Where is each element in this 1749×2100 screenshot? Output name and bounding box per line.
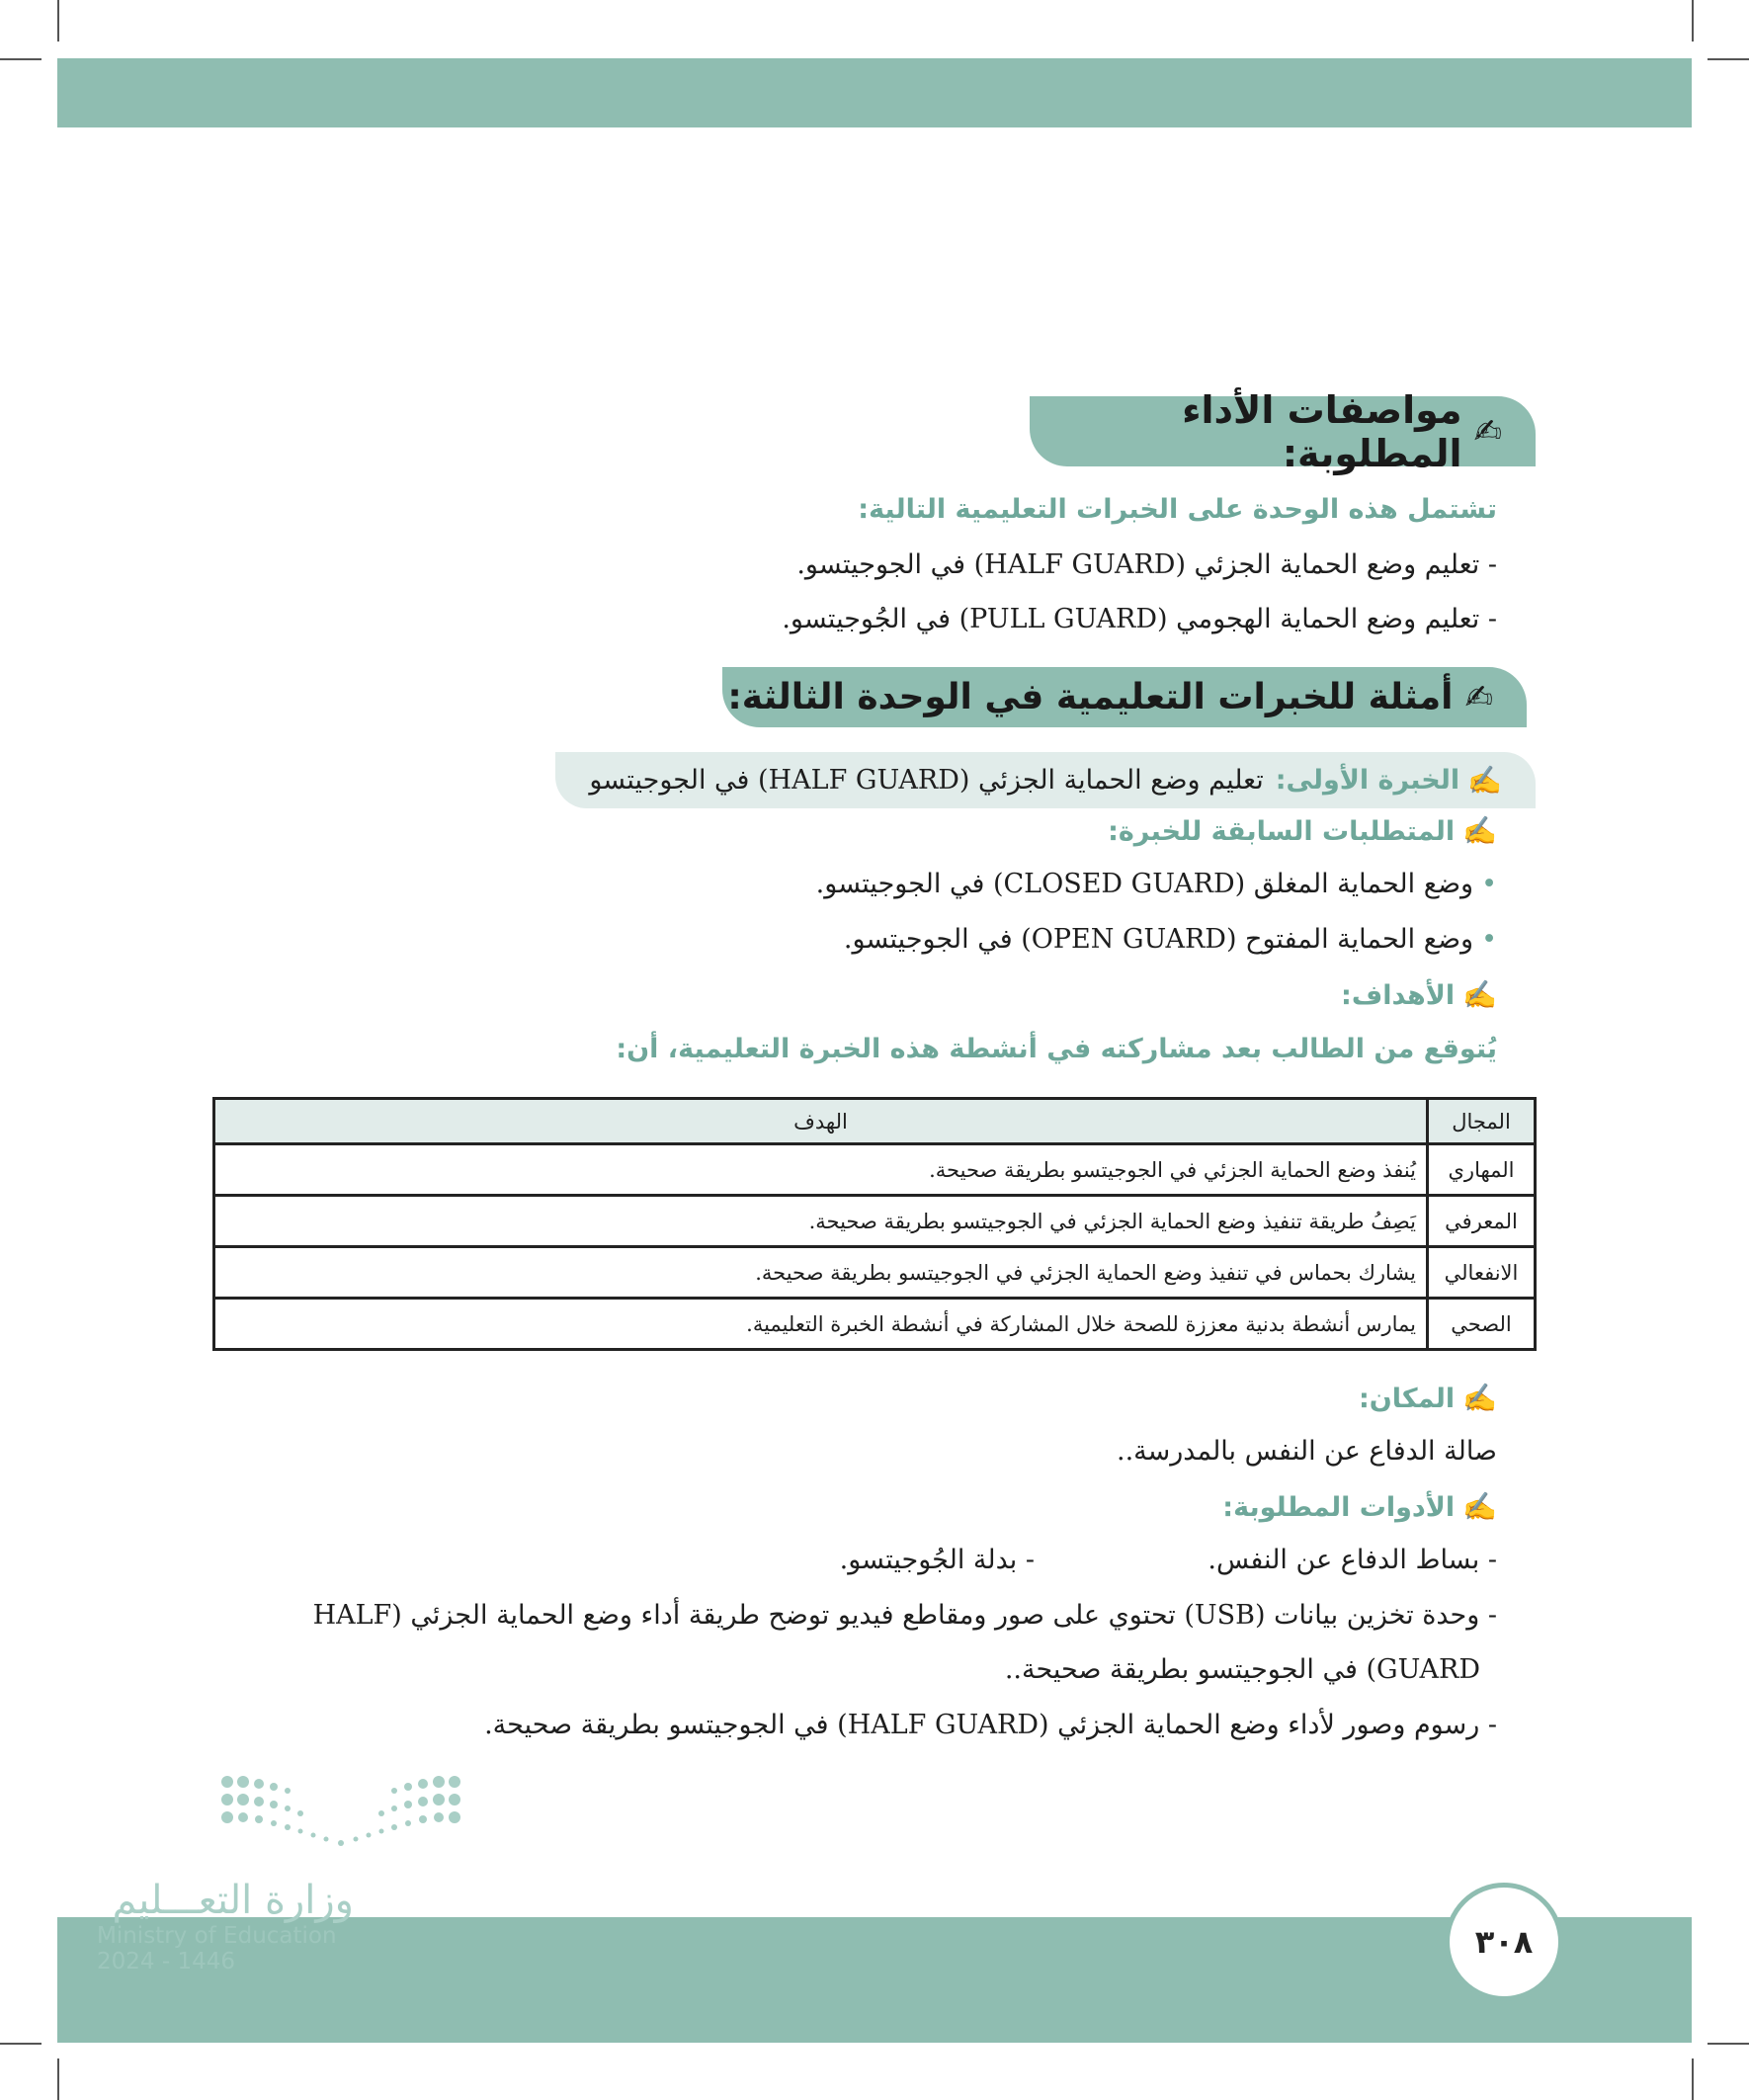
place-heading	[1359, 1382, 1497, 1414]
list-item	[844, 924, 1497, 955]
cell-domain: المعرفي	[1428, 1196, 1536, 1247]
ministry-name-arabic: وزارة التعـــليم	[112, 1878, 354, 1923]
crop-mark	[57, 0, 59, 42]
prereq-heading	[1108, 814, 1497, 847]
crop-mark	[1707, 2043, 1749, 2045]
writing-hand-icon: ✍	[1473, 411, 1502, 452]
crop-mark	[1692, 2058, 1694, 2100]
goals-table	[212, 1097, 1537, 1351]
writing-hand-icon: ✍	[1462, 1490, 1497, 1523]
cell-goal: يشارك بحماس في تنفيذ وضع الحماية الجزئي في الجوجيتسو بطريقة صحيحة.	[214, 1247, 1428, 1299]
place-label: المكان:	[1358, 1384, 1456, 1414]
prereq-text: وضع الحماية المفتوح (OPEN GUARD) في الجوجيتسو.	[843, 924, 1474, 955]
list-item: - بدلة الجُوجيتسو.	[839, 1545, 1035, 1575]
page-number: ٣٠٨	[1445, 1883, 1563, 2001]
bullet-icon: •	[1481, 924, 1497, 955]
writing-hand-icon: ✍	[1464, 677, 1493, 717]
experience-band	[555, 752, 1536, 808]
writing-hand-icon: ✍	[1462, 978, 1497, 1011]
bullet-icon: •	[1481, 869, 1497, 899]
list-item-continued: GUARD) في الجوجيتسو بطريقة صحيحة..	[1004, 1654, 1480, 1685]
cell-domain: المهاري	[1428, 1144, 1536, 1196]
table-row	[214, 1144, 1536, 1196]
section-intro: تشتمل هذه الوحدة على الخبرات التعليمية التالية:	[858, 494, 1497, 525]
tools-heading	[1222, 1490, 1497, 1523]
ministry-watermark	[97, 1878, 354, 1974]
list-item: - وحدة تخزين بيانات (USB) تحتوي على صور ومقاطع فيديو توضح طريقة أداء وضع الحماية الجزئي (HALF	[312, 1600, 1497, 1631]
crop-mark	[57, 2058, 59, 2100]
edition-year: 2024 - 1446	[97, 1949, 235, 1974]
table-row	[214, 1299, 1536, 1350]
goals-intro: يُتوقع من الطالب بعد مشاركته في أنشطة هذه الخبرة التعليمية، أن:	[616, 1034, 1497, 1064]
experience-label: الخبرة الأولى:	[1275, 765, 1460, 796]
cell-goal: يمارس أنشطة بدنية معززة للصحة خلال المشاركة في أنشطة الخبرة التعليمية.	[214, 1299, 1428, 1350]
crop-mark	[1692, 0, 1694, 42]
cell-domain: الصحي	[1428, 1299, 1536, 1350]
goals-heading	[1341, 978, 1497, 1011]
section-title: مواصفات الأداء المطلوبة:	[1182, 387, 1462, 475]
table-row	[214, 1247, 1536, 1299]
list-item: - رسوم وصور لأداء وضع الحماية الجزئي (HALF GUARD) في الجوجيتسو بطريقة صحيحة.	[484, 1710, 1497, 1740]
experience-text: تعليم وضع الحماية الجزئي (HALF GUARD) في الجوجيتسو	[589, 765, 1264, 796]
writing-hand-icon: ✍	[1462, 814, 1497, 847]
table-row	[214, 1196, 1536, 1247]
table-header-row	[214, 1099, 1536, 1144]
crop-mark	[0, 58, 42, 60]
prereq-label: المتطلبات السابقة للخبرة:	[1108, 816, 1456, 847]
header-goal: الهدف	[214, 1099, 1428, 1144]
tools-label: الأدوات المطلوبة:	[1222, 1492, 1456, 1523]
cell-domain: الانفعالي	[1428, 1247, 1536, 1299]
ministry-name-english: Ministry of Education	[97, 1923, 337, 1949]
list-item	[816, 869, 1497, 899]
section-title: أمثلة للخبرات التعليمية في الوحدة الثالثة:	[727, 677, 1454, 717]
place-text: صالة الدفاع عن النفس بالمدرسة..	[1116, 1436, 1497, 1467]
top-band	[57, 58, 1692, 127]
writing-hand-icon: ✍	[1462, 1382, 1497, 1414]
section-heading-examples	[722, 667, 1527, 727]
ministry-logo-icon	[217, 1774, 464, 1853]
cell-goal: يَصِفُ طريقة تنفيذ وضع الحماية الجزئي في الجوجيتسو بطريقة صحيحة.	[214, 1196, 1428, 1247]
goals-label: الأهداف:	[1341, 980, 1456, 1011]
list-item: - تعليم وضع الحماية الجزئي (HALF GUARD) في الجوجيتسو.	[796, 549, 1497, 580]
header-domain: المجال	[1428, 1099, 1536, 1144]
writing-hand-icon: ✍	[1467, 764, 1502, 797]
prereq-text: وضع الحماية المغلق (CLOSED GUARD) في الجوجيتسو.	[815, 869, 1474, 899]
list-item: - بساط الدفاع عن النفس.	[1208, 1545, 1497, 1575]
crop-mark	[1707, 58, 1749, 60]
crop-mark	[0, 2043, 42, 2045]
cell-goal: يُنفذ وضع الحماية الجزئي في الجوجيتسو بطريقة صحيحة.	[214, 1144, 1428, 1196]
section-heading-performance	[1030, 387, 1536, 475]
list-item: - تعليم وضع الحماية الهجومي (PULL GUARD) في الجُوجيتسو.	[782, 604, 1497, 634]
